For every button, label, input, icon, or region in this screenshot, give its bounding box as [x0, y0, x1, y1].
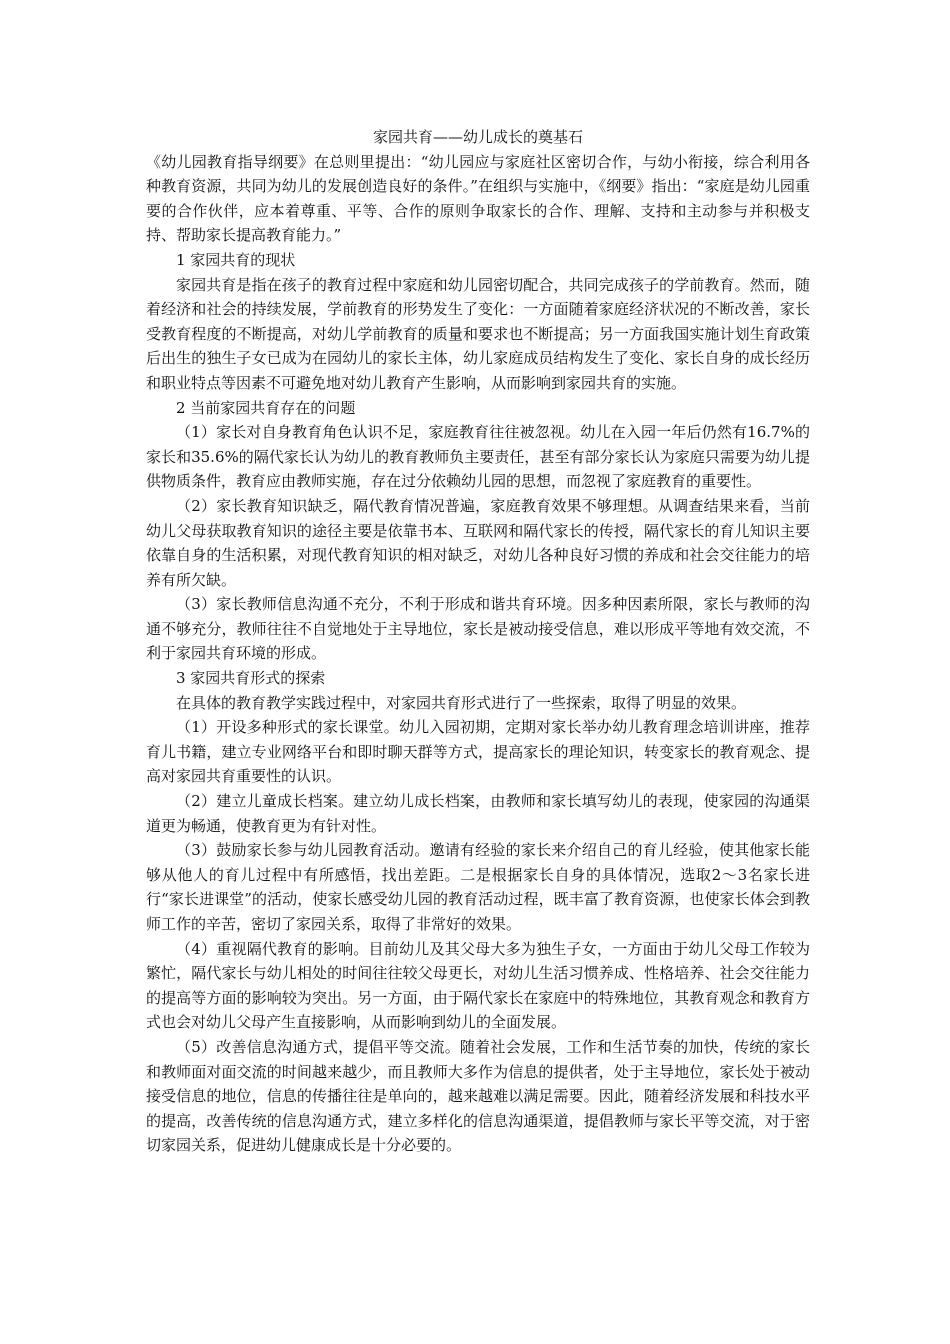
section-2-paragraph-2: （2）家长教育知识缺乏，隔代教育情况普遍，家庭教育效果不够理想。从调查结果来看，当前幼儿父母获取教育知识的途径主要是依靠书本、互联网和隔代家长的传授，隔代家长的育儿知识主要依靠自身的生活积累，对现代教育知识的相对缺乏，对幼儿各种良好习惯的养成和社会交往能力的培养有所欠缺。	[146, 496, 810, 589]
section-1-heading: 1 家园共育的现状	[176, 250, 296, 269]
section-3-paragraph-intro: 在具体的教育教学实践过程中，对家园共育形式进行了一些探索，取得了明显的效果。	[176, 693, 747, 712]
section-3-paragraph-1: （1）开设多种形式的家长课堂。幼儿入园初期，定期对家长举办幼儿教育理念培训讲座，推荐育儿书籍，建立专业网络平台和即时聊天群等方式，提高家长的理论知识，转变家长的教育观念、提高对家园共育重要性的认识。	[146, 718, 810, 786]
document-title: 家园共育——幼儿成长的奠基石	[372, 128, 583, 146]
section-2-paragraph-1: （1）家长对自身教育角色认识不足，家庭教育往往被忽视。幼儿在入园一年后仍然有16.7%的家长和35.6%的隔代家长认为幼儿的教育教师负主要责任，甚至有部分家长认为家庭只需要为幼儿提供物质条件，教育应由教师实施，存在过分依赖幼儿园的思想，而忽视了家庭教育的重要性。	[146, 423, 810, 491]
section-3-paragraph-3: （3）鼓励家长参与幼儿园教育活动。邀请有经验的家长来介绍自己的育儿经验，使其他家长能够从他人的育儿过程中有所感悟，找出差距。二是根据家长自身的具体情况，选取2～3名家长进行“家长进课堂”的活动，使家长感受幼儿园的教育活动过程，既丰富了教育资源，也使家长体会到教师工作的辛苦，密切了家园关系，取得了非常好的效果。	[146, 841, 810, 933]
section-3-paragraph-5: （5）改善信息沟通方式，提倡平等交流。随着社会发展，工作和生活节奏的加快，传统的家长和教师面对面交流的时间越来越少，而且教师大多作为信息的提供者，处于主导地位，家长处于被动接受信息的地位，信息的传播往往是单向的，越来越难以满足需要。因此，随着经济发展和科技水平的提高，改善传统的信息沟通方式，建立多样化的信息沟通渠道，提倡教师与家长平等交流，对于密切家园关系，促进幼儿健康成长是十分必要的。	[146, 1037, 810, 1155]
section-2-paragraph-3: （3）家长教师信息沟通不充分，不利于形成和谐共育环境。因多种因素所限，家长与教师的沟通不够充分，教师往往不自觉地处于主导地位，家长是被动接受信息，难以形成平等地有效交流，不利于家园共育环境的形成。	[146, 595, 810, 663]
intro-paragraph: 《幼儿园教育指导纲要》在总则里提出：“幼儿园应与家庭社区密切合作，与幼小衔接，综合利用各种教育资源，共同为幼儿的发展创造良好的条件。”在组织与实施中，《纲要》指出：“家庭是幼儿园重要的合作伙伴，应本着尊重、平等、合作的原则争取家长的合作、理解、支持和主动参与并积极支持、帮助家长提高教育能力。”	[146, 152, 810, 245]
section-3-paragraph-2: （2）建立儿童成长档案。建立幼儿成长档案，由教师和家长填写幼儿的表现，使家园的沟通渠道更为畅通，使教育更为有针对性。	[146, 792, 810, 835]
section-3-paragraph-4: （4）重视隔代教育的影响。目前幼儿及其父母大多为独生子女，一方面由于幼儿父母工作较为繁忙，隔代家长与幼儿相处的时间往往较父母更长，对幼儿生活习惯养成、性格培养、社会交往能力的提高等方面的影响较为突出。另一方面，由于隔代家长在家庭中的特殊地位，其教育观念和教育方式也会对幼儿父母产生直接影响，从而影响到幼儿的全面发展。	[146, 939, 810, 1032]
document-page	[146, 125, 810, 1158]
section-2-heading: 2 当前家园共育存在的问题	[176, 398, 356, 417]
section-1-paragraph: 家园共育是指在孩子的教育过程中家庭和幼儿园密切配合，共同完成孩子的学前教育。然而，随着经济和社会的持续发展，学前教育的形势发生了变化：一方面随着家庭经济状况的不断改善，家长受教育程度的不断提高，对幼儿学前教育的质量和要求也不断提高；另一方面我国实施计划生育政策后出生的独生子女已成为在园幼儿的家长主体，幼儿家庭成员结构发生了变化、家长自身的成长经历和职业特点等因素不可避免地对幼儿教育产生影响，从而影响到家园共育的实施。	[146, 275, 810, 392]
section-3-heading: 3 家园共育形式的探索	[176, 669, 326, 688]
